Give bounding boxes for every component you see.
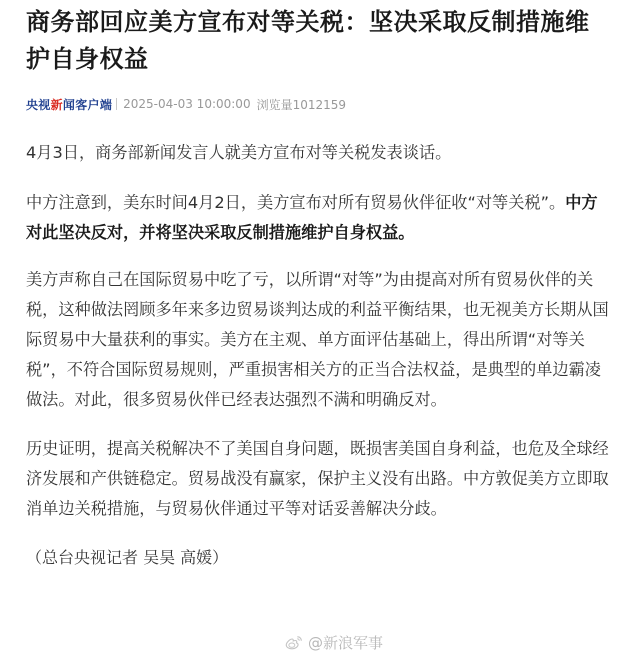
view-count: 浏览量1012159: [256, 97, 347, 112]
publish-datetime: 2025-04-03 10:00:00: [123, 97, 251, 111]
article-meta: [26, 93, 610, 115]
paragraph-2-text: 中方注意到，美东时间4月2日，美方宣布对所有贸易伙伴征收“对等关税”。: [26, 193, 566, 212]
paragraph-3: 美方声称自己在国际贸易中吃了亏，以所谓“对等”为由提高对所有贸易伙伴的关税，这种做法罔顾多年来多边贸易谈判达成的利益平衡结果，也无视美方长期从国际贸易中大量获利的事实。美方在主观、单方面评估基础上，得出所谓“对等关税”，不符合国际贸易规则，严重损害相关方的正当合法权益，是典型的单边霸凌做法。对此，很多贸易伙伴已经表达强烈不满和明确反对。: [26, 270, 609, 409]
weibo-icon: [284, 634, 304, 651]
paragraph-2: [26, 188, 610, 248]
paragraph-2-bold-text: 中方对此坚决反对，并将坚决采取反制措施维护自身权益。: [26, 193, 598, 242]
source-logo-part2: 闻客户端: [62, 97, 113, 112]
article-title: 商务部回应美方宣布对等关税：坚决采取反制措施维护自身权益: [26, 8, 590, 73]
source-logo-part1: 央视: [26, 97, 51, 112]
paragraph-4: 历史证明，提高关税解决不了美国自身问题，既损害美国自身利益，也危及全球经济发展和产供链稳定。贸易战没有赢家，保护主义没有出路。中方敦促美方立即取消单边关税措施，与贸易伙伴通过平等对话妥善解决分歧。: [26, 439, 609, 518]
meta-divider: [116, 98, 117, 110]
watermark-text: @新浪军事: [308, 634, 384, 652]
paragraph-1: 4月3日，商务部新闻发言人就美方宣布对等关税发表谈话。: [26, 143, 452, 162]
reporter-byline: （总台央视记者 吴昊 高媛）: [26, 548, 229, 567]
source-logo-accent: 新: [50, 97, 63, 112]
source-logo[interactable]: [26, 96, 112, 113]
watermark: [284, 632, 383, 653]
article: [26, 0, 610, 573]
